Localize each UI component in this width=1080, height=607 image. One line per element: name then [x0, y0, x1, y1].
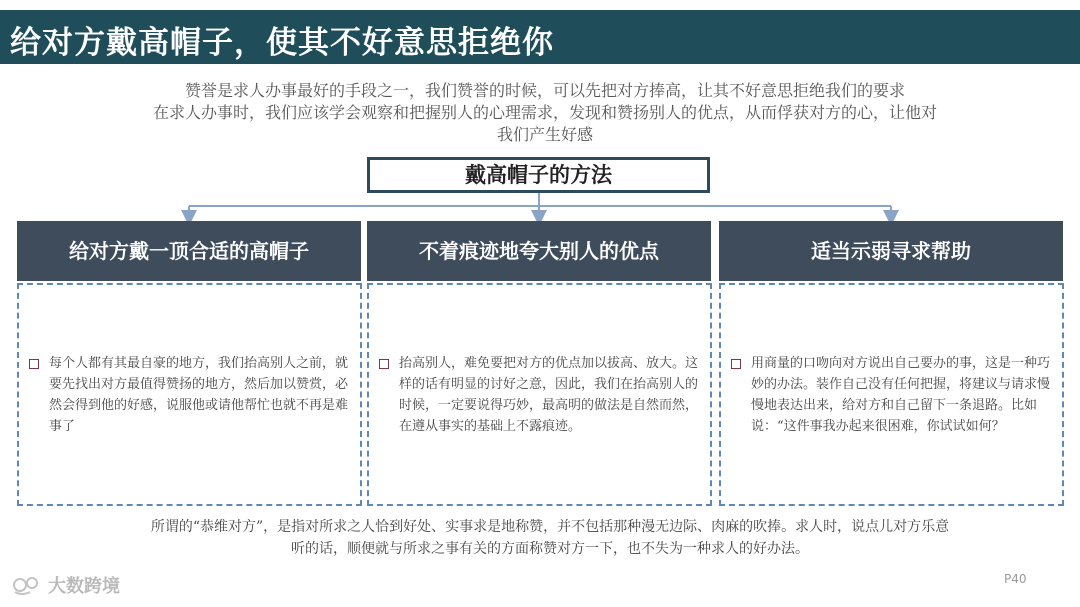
bullet-item — [29, 353, 350, 437]
footer-line-1: 所谓的“恭维对方”，是指对所求之人恰到好处、实事求是地称赞，并不包括那种漫无边际、肉麻的吹捧。求人时，说点儿对方乐意 — [150, 519, 950, 535]
method-box: 戴高帽子的方法 — [367, 157, 710, 193]
column-body-2 — [367, 283, 712, 506]
column-text-2: 抬高别人，难免要把对方的优点加以拔高、放大。这样的话有明显的讨好之意，因此，我们在抬高别人的时候，一定要说得巧妙，最高明的做法是自然而然，在遵从事实的基础上不露痕迹。 — [399, 355, 699, 434]
square-bullet-icon — [379, 359, 389, 369]
column-header-2: 不着痕迹地夸大别人的优点 — [367, 221, 711, 281]
intro-line-1: 赞誉是求人办事最好的手段之一，我们赞誉的时候，可以先把对方捧高，让其不好意思拒绝我们的要求 — [184, 81, 905, 100]
square-bullet-icon — [29, 359, 39, 369]
bullet-item — [379, 353, 700, 437]
bullet-item — [731, 353, 1052, 437]
column-body-1 — [17, 283, 362, 506]
square-bullet-icon — [731, 359, 741, 369]
column-text-1: 每个人都有其最自豪的地方，我们抬高别人之前，就要先找出对方最值得赞扬的地方，然后加以赞赏，必然会得到他的好感，说服他或请他帮忙也就不再是难事了 — [49, 355, 349, 434]
watermark — [12, 572, 120, 598]
intro-line-3: 我们产生好感 — [496, 125, 593, 144]
page-number: P40 — [1004, 572, 1027, 586]
intro-line-2: 在求人办事时，我们应该学会观察和把握别人的心理需求，发现和赞扬别人的优点，从而俘获对方的心，让他对 — [152, 103, 937, 122]
watermark-logo-icon — [12, 574, 42, 596]
column-text-3: 用商量的口吻向对方说出自己要办的事，这是一种巧妙的办法。装作自己没有任何把握，将建议与请求慢慢地表达出来，给对方和自己留下一条退路。比如说：“这件事我办起来很困难，你试试如何？ — [751, 355, 1051, 434]
column-body-3 — [719, 283, 1064, 506]
column-header-3: 适当示弱寻求帮助 — [719, 221, 1063, 281]
connector-lines — [0, 0, 1080, 240]
column-header-1: 给对方戴一顶合适的高帽子 — [17, 221, 361, 281]
footer-paragraph — [30, 516, 1070, 560]
page-title: 给对方戴高帽子，使其不好意思拒绝你 — [10, 25, 554, 61]
watermark-text: 大数跨境 — [48, 576, 120, 597]
footer-line-2: 听的话，顺便就与所求之事有关的方面称赞对方一下，也不失为一种求人的好办法。 — [291, 541, 809, 557]
